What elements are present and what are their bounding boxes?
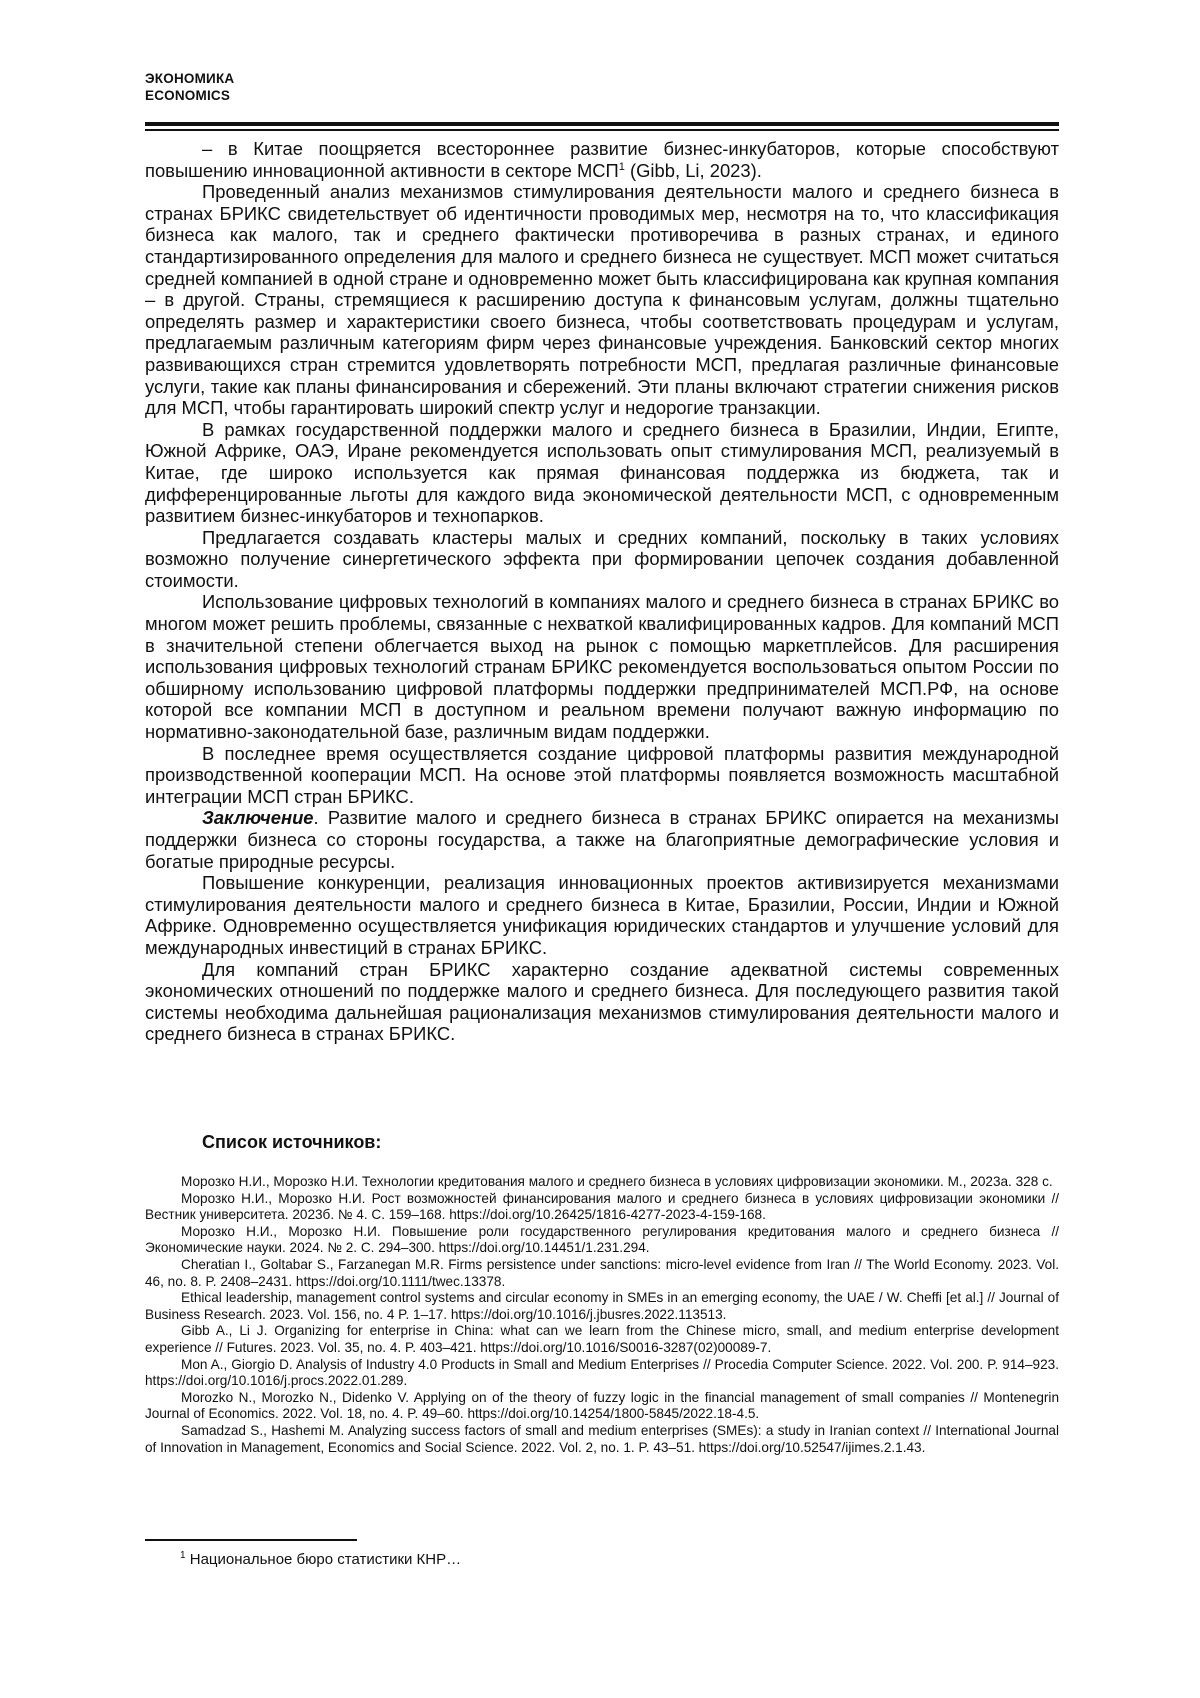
paragraph-conclusion xyxy=(145,807,1059,872)
footnote-marker: 1 xyxy=(180,1550,186,1561)
paragraph-1-tail: (Gibb, Li, 2023). xyxy=(624,159,762,181)
references-list xyxy=(145,1174,1059,1456)
section-title-en: ECONOMICS xyxy=(145,88,231,103)
paragraph-8: Повышение конкуренции, реализация инновационных проектов активизируется механизмами стимулирования деятельности малого и среднего бизнеса в Китае, Бразилии, России, Индии и Южной Африке. Одновременно осуществляется унификация юридических стандартов и улучшение условий для международных инвестиций в странах БРИКС. xyxy=(145,872,1059,958)
paragraph-5: Использование цифровых технологий в компаниях малого и среднего бизнеса в странах БРИКС во многом может решить проблемы, связанные с нехваткой квалифицированных кадров. Для компаний МСП в значительной степени облегчается выход на рынок с помощью маркетплейсов. Для расширения использования цифровых технологий странам БРИКС рекомендуется воспользоваться опытом России по обширному использованию цифровой платформы поддержки предпринимателей МСП.РФ, на основе которой все компании МСП в доступном и реальном времени получают важную информацию по нормативно-законодательной базе, различным видам поддержки. xyxy=(145,591,1059,743)
paragraph-1 xyxy=(145,138,1059,181)
paragraph-4: Предлагается создавать кластеры малых и средних компаний, поскольку в таких условиях возможно получение синергетического эффекта при формировании цепочек создания добавленной стоимости. xyxy=(145,526,1059,591)
footnote-text: Национальное бюро статистики КНР… xyxy=(185,1551,462,1568)
section-title-ru: ЭКОНОМИКА xyxy=(145,71,235,86)
footnote xyxy=(180,1551,461,1568)
references-title: Список источников: xyxy=(202,1132,382,1152)
running-head xyxy=(145,70,234,104)
reference-item: Морозко Н.И., Морозко Н.И. Рост возможностей финансирования малого и среднего бизнеса в условиях цифровизации экономики // Вестник университета. 2023б. № 4. С. 159–168. https://doi.org/10.26425/1816-4277-2023-4-159-168. xyxy=(145,1190,1059,1223)
paragraph-9: Для компаний стран БРИКС характерно создание адекватной системы современных экономических отношений по поддержке малого и среднего бизнеса. Для последующего развития такой системы необходима дальнейшая рационализация механизмов стимулирования деятельности малого и среднего бизнеса в странах БРИКС. xyxy=(145,958,1059,1045)
article-body xyxy=(145,138,1059,1045)
conclusion-heading: Заключение xyxy=(202,807,314,829)
reference-item: Морозко Н.И., Морозко Н.И. Технологии кредитования малого и среднего бизнеса в условиях цифровизации экономики. М., 2023а. 328 с. xyxy=(181,1174,1053,1189)
reference-item: Cheratian I., Goltabar S., Farzanegan M.R. Firms persistence under sanctions: micro-level evidence from Iran // The World Economy. 2023. Vol. 46, no. 8. P. 2408–2431. https://doi.org/10.1111/twec.13378. xyxy=(145,1256,1059,1289)
paragraph-1-text: – в Китае поощряется всестороннее развитие бизнес-инкубаторов, которые способствуют повышению инновационной активности в секторе МСП xyxy=(145,138,1059,181)
reference-item: Gibb A., Li J. Organizing for enterprise in China: what can we learn from the Chinese micro, small, and medium enterprise development experience // Futures. 2023. Vol. 35, no. 4. P. 403–421. https://doi.org/10.1016/S0016-3287(02)00089-7. xyxy=(145,1323,1059,1355)
reference-item: Морозко Н.И., Морозко Н.И. Повышение роли государственного регулирования кредитования малого и среднего бизнеса // Экономические науки. 2024. № 2. С. 294–300. https://doi.org/10.14451/1.231.294. xyxy=(145,1223,1059,1256)
paragraph-2: Проведенный анализ механизмов стимулирования деятельности малого и среднего бизнеса в странах БРИКС свидетельствует об идентичности проводимых мер, несмотря на то, что классификация бизнеса как малого, так и среднего фактически противоречива в разных странах, и единого стандартизированного определения для малого и среднего бизнеса не существует. МСП может считаться средней компанией в одной стране и одновременно может быть классифицирована как крупная компания – в другой. Страны, стремящиеся к расширению доступа к финансовым услугам, должны тщательно определять размер и характеристики своего бизнеса, чтобы соответствовать процедурам и услугам, предлагаемым различным категориям фирм через финансовые учреждения. Банковский сектор многих развивающихся стран стремится удовлетворять потребности МСП, предлагая различные финансовые услуги, такие как планы финансирования и сбережений. Эти планы включают стратегии снижения рисков для МСП, чтобы гарантировать широкий спектр услуг и недорогие транзакции. xyxy=(145,181,1059,419)
reference-item: Samadzad S., Hashemi M. Analyzing success factors of small and medium enterprises (SMEs): a study in Iranian context // International Journal of Innovation in Management, Economics and Social Science. 2022. Vol. 2, no. 1. P. 43–51. https://doi.org/10.52547/ijimes.2.1.43. xyxy=(145,1422,1059,1455)
paragraph-3: В рамках государственной поддержки малого и среднего бизнеса в Бразилии, Индии, Египте, Южной Африке, ОАЭ, Иране рекомендуется использовать опыт стимулирования МСП, реализуемый в Китае, где широко используется как прямая финансовая поддержка из бюджета, так и дифференцированные льготы для каждого вида экономической деятельности МСП, с одновременным развитием бизнес-инкубаторов и технопарков. xyxy=(145,418,1059,527)
conclusion-text: . Развитие малого и среднего бизнеса в странах БРИКС опирается на механизмы поддержки бизнеса со стороны государства, а также на благоприятные демографические условия и богатые природные ресурсы. xyxy=(145,807,1059,872)
footnote-ref[interactable]: 1 xyxy=(618,160,625,173)
reference-item: Ethical leadership, management control systems and circular economy in SMEs in an emerging economy, the UAE / W. Cheffi [et al.] // Journal of Business Research. 2023. Vol. 156, no. 4 P. 1–17. https://doi.org/10.1016/j.jbusres.2022.113513. xyxy=(145,1290,1059,1322)
paragraph-6: В последнее время осуществляется создание цифровой платформы развития международной производственной кооперации МСП. На основе этой платформы появляется возможность масштабной интеграции МСП стран БРИКС. xyxy=(145,742,1059,807)
header-rule-thin xyxy=(145,129,1059,131)
footnote-separator xyxy=(145,1539,357,1541)
reference-item: Morozko N., Morozko N., Didenko V. Applying on of the theory of fuzzy logic in the financial management of small companies // Montenegrin Journal of Economics. 2022. Vol. 18, no. 4. P. 49–60. https://doi.org/10.14254/1800-5845/2022.18-4.5. xyxy=(145,1389,1059,1422)
reference-item: Mon A., Giorgio D. Analysis of Industry 4.0 Products in Small and Medium Enterprises // Procedia Computer Science. 2022. Vol. 200. P. 914–923. https://doi.org/10.1016/j.procs.2022.01.289. xyxy=(145,1356,1059,1389)
header-rule-thick xyxy=(145,122,1059,126)
